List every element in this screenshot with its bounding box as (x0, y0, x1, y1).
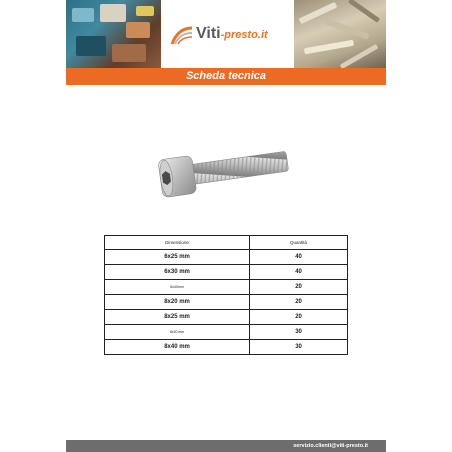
brand-logo (170, 18, 292, 52)
screws-photo (294, 0, 386, 68)
tools-photo (66, 0, 161, 68)
column-header-quantity: Quantità (250, 236, 348, 250)
hex-socket-cap-screw-image (154, 140, 294, 202)
table-row (105, 340, 348, 355)
row-dimension: 8x30 mm (105, 325, 250, 340)
table-row (105, 295, 348, 310)
specs-table (104, 235, 348, 355)
row-quantity: 40 (250, 250, 348, 265)
table-row (105, 310, 348, 325)
row-quantity: 20 (250, 310, 348, 325)
brand-name-main: Viti (196, 25, 221, 42)
contact-email-link[interactable]: servizio.clienti@viti-presto.it (293, 443, 368, 449)
row-dimension: 8x20 mm (105, 295, 250, 310)
row-dimension: 6x30 mm (105, 265, 250, 280)
table-row (105, 280, 348, 295)
row-quantity: 20 (250, 295, 348, 310)
row-dimension: 8x25 mm (105, 310, 250, 325)
page-title: Scheda tecnica (66, 68, 386, 85)
column-header-dimension: Dimensione (105, 236, 250, 250)
row-dimension: 8x40 mm (105, 340, 250, 355)
row-dimension: 6x40mm (105, 280, 250, 295)
row-quantity: 30 (250, 325, 348, 340)
table-row (105, 250, 348, 265)
header (66, 0, 386, 68)
data-sheet-page (66, 0, 386, 452)
brand-name-suffix: -presto.it (220, 29, 268, 41)
brand-name (196, 26, 268, 42)
table-header-row (105, 236, 348, 250)
row-quantity: 30 (250, 340, 348, 355)
row-quantity: 40 (250, 265, 348, 280)
footer (66, 440, 386, 452)
table-row (105, 325, 348, 340)
arc-swoosh-icon (170, 24, 194, 46)
row-quantity: 20 (250, 280, 348, 295)
row-dimension: 6x25 mm (105, 250, 250, 265)
table-row (105, 265, 348, 280)
